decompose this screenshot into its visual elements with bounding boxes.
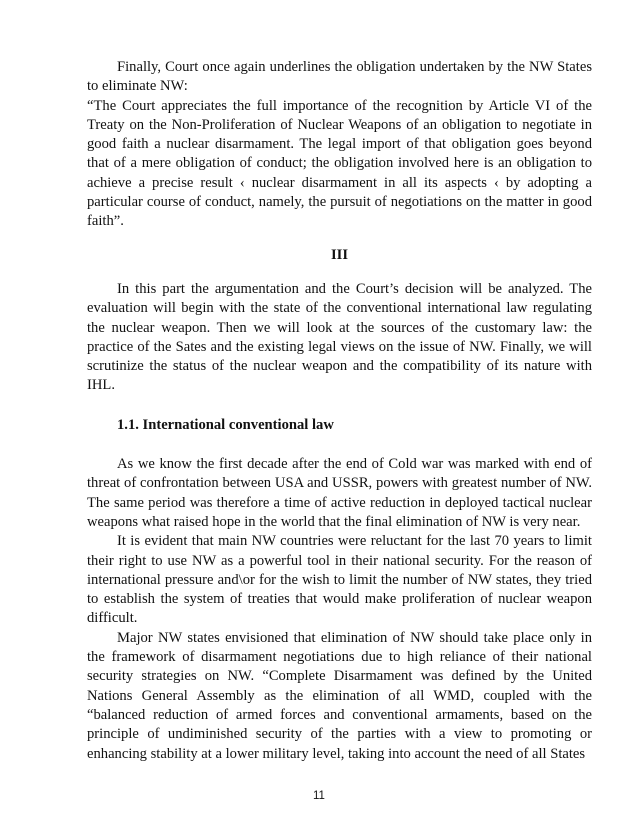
intro-paragraph: Finally, Court once again underlines the obligation undertaken by the NW States to eliminate NW: <box>87 59 592 95</box>
section-heading: III <box>330 246 349 263</box>
court-quote: “The Court appreciates the full importance of the recognition by Article VI of the Treaty on the Non-Proliferation of Nuclear Weapons of an obligation to negotiate in good faith a nuclear disarmament. The legal import of that obligation goes beyond that of a mere obligation of conduct; the obligation involved here is an obligation to achieve a precise result ‹ nuclear disarmament in all its aspects ‹ by adopting a particular course of conduct, namely, the pursuit of negotiations on the matter in good faith”. <box>87 97 592 230</box>
part-intro-paragraph: In this part the argumentation and the Court’s decision will be analyzed. The evaluation will begin with the state of the conventional international law regulating the nuclear weapon. Then we will look at the sources of the customary law: the practice of the Sates and the existing legal views on the issue of NW. Finally, we will scrutinize the status of the nuclear weapon and the compatibility of its nature with IHL. <box>87 280 592 394</box>
cold-war-paragraph: As we know the first decade after the end of Cold war was marked with end of threat of confrontation between USA and USSR, powers with greatest number of NW. The same period was therefore a time of active reduction in deployed tactical nuclear weapons what raised hope in the world that the final elimination of NW is very near. <box>87 456 592 530</box>
major-states-paragraph: Major NW states envisioned that elimination of NW should take place only in the framework of disarmament negotiations due to high reliance of their national security strategies on NW. “Complete Disarmament was defined by the United Nations General Assembly as the elimination of all WMD, coupled with the “balanced reduction of armed forces and conventional armaments, based on the principle of undiminished security of the parties with a view to promoting or enhancing stability at a lower military level, taking into account the need of all States <box>87 629 592 762</box>
reluctance-paragraph: It is evident that main NW countries were reluctant for the last 70 years to limit their right to use NW as a powerful tool in their national security. For the reason of international pressure and\or for the wish to limit the number of NW states, they tried to establish the system of treaties that would make proliferation of nuclear weapon difficult. <box>87 533 592 627</box>
page-number: 11 <box>313 790 325 802</box>
subsection-heading: 1.1. International conventional law <box>117 416 334 433</box>
document-page <box>87 58 592 764</box>
